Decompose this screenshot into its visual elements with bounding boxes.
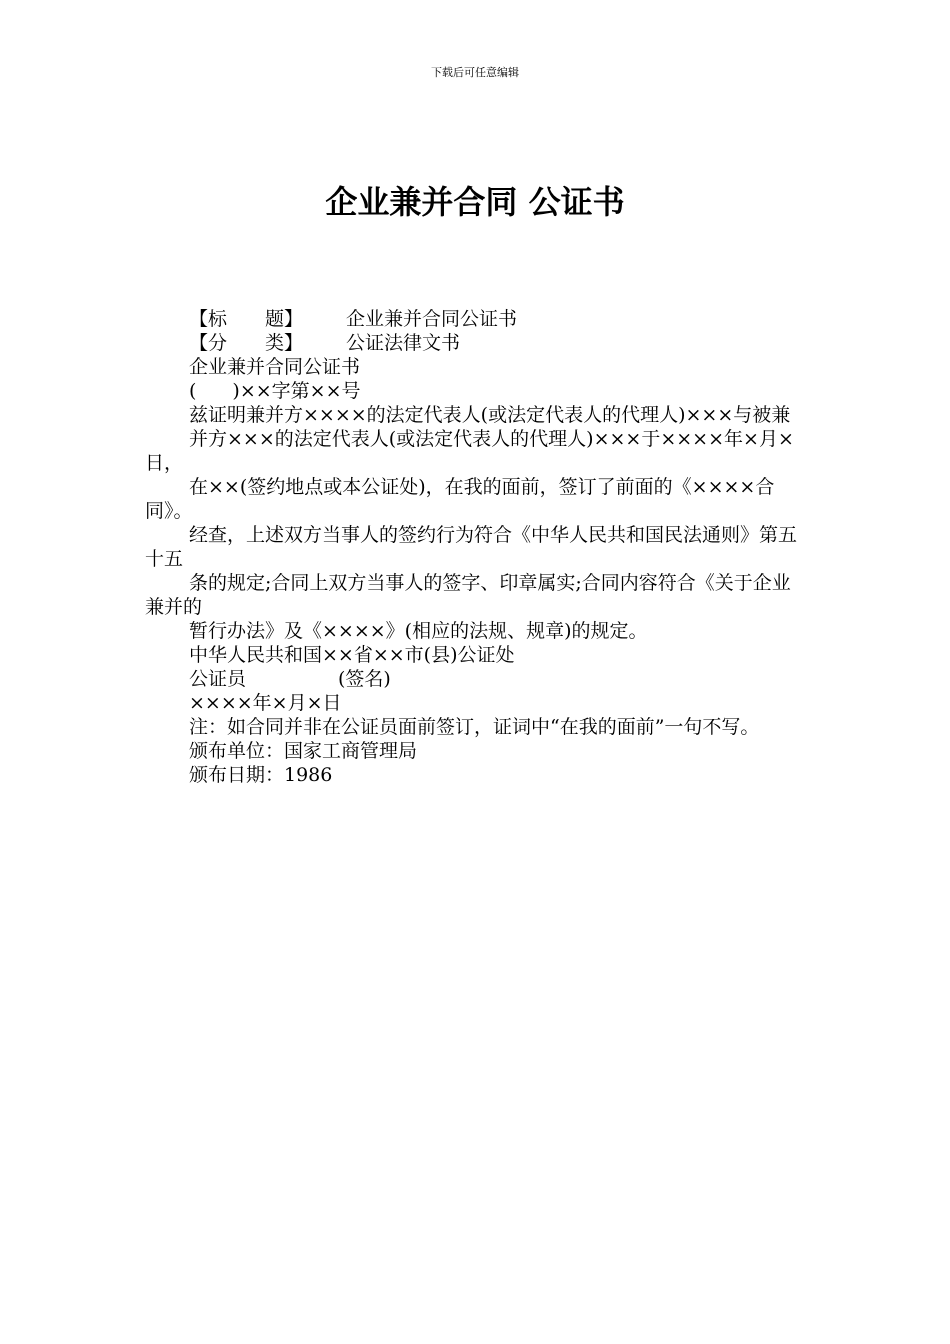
meta-category-key (189, 331, 346, 355)
paragraph-6: 暂行办法》及《××××》(相应的法规、规章)的规定。 (189, 620, 648, 642)
issue-date-line: 颁布日期：1986 (189, 764, 333, 786)
paragraph-5: 条的规定;合同上双方当事人的签字、印章属实;合同内容符合《关于企业兼并的 (145, 572, 791, 618)
note-paragraph: 注：如合同并非在公证员面前签订，证词中“在我的面前”一句不写。 (189, 716, 760, 738)
document-title: 企业兼并合同 公证书 (325, 183, 625, 221)
meta-category-key-close: 类】 (265, 332, 304, 354)
meta-category-key-open: 【分 (189, 332, 228, 354)
meta-title-key-open: 【标 (189, 308, 228, 330)
paragraph-3: 在××(签约地点或本公证处)，在我的面前，签订了前面的《××××合同》。 (145, 476, 775, 522)
notary-office-line: 中华人民共和国××省××市(县)公证处 (189, 644, 515, 666)
doc-name-line: 企业兼并合同公证书 (189, 356, 361, 378)
doc-number-rest: )××字第××号 (232, 380, 361, 402)
meta-category-row (145, 331, 807, 355)
paragraph-2: 并方×××的法定代表人(或法定代表人的代理人)×××于××××年×月×日， (145, 428, 794, 474)
doc-number-open: ( (189, 380, 197, 402)
paragraph-1: 兹证明兼并方××××的法定代表人(或法定代表人的代理人)×××与被兼 (189, 404, 791, 426)
signature-placeholder: (签名) (338, 668, 391, 690)
doc-number-line (145, 379, 807, 403)
meta-title-row (145, 307, 807, 331)
meta-title-key-close: 题】 (265, 308, 304, 330)
paragraph-4: 经查，上述双方当事人的签约行为符合《中华人民共和国民法通则》第五十五 (145, 524, 798, 570)
notary-label: 公证员 (189, 668, 247, 690)
issuer-line: 颁布单位：国家工商管理局 (189, 740, 418, 762)
document-body (145, 307, 807, 787)
date-line: ××××年×月×日 (189, 692, 342, 714)
notary-signature-line (145, 667, 807, 691)
meta-title-value: 企业兼并合同公证书 (346, 308, 518, 330)
meta-title-key (189, 307, 346, 331)
page-header-note: 下载后可任意编辑 (431, 66, 519, 79)
meta-category-value: 公证法律文书 (346, 332, 461, 354)
